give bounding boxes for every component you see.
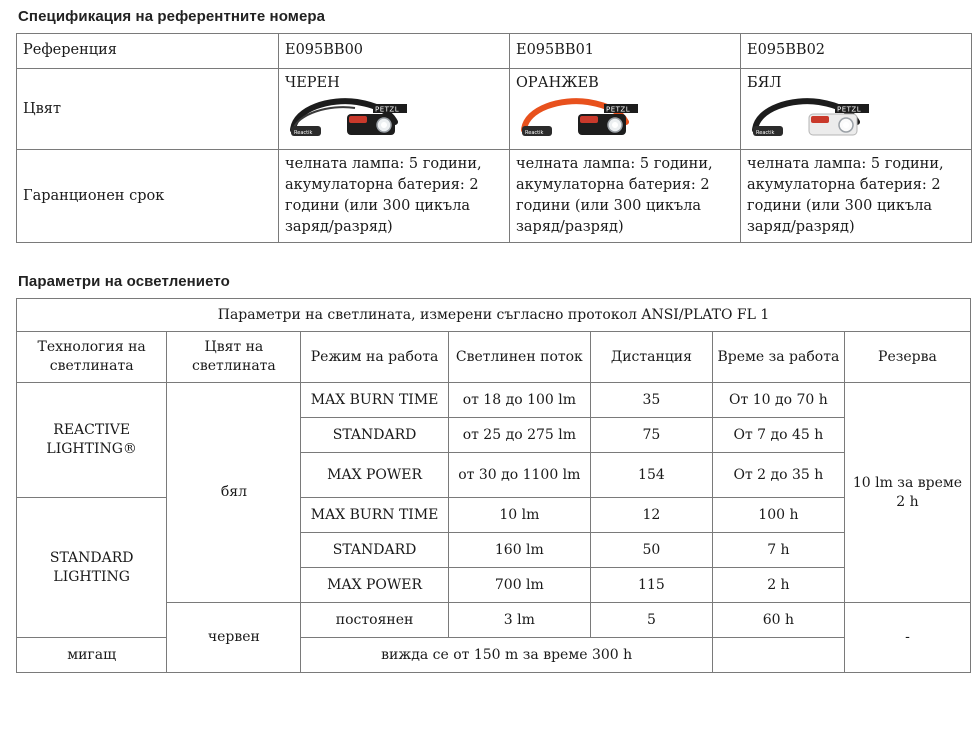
color-cell-orange bbox=[510, 69, 741, 150]
distance-cell: 154 bbox=[590, 453, 712, 498]
distance-cell: 12 bbox=[590, 498, 712, 533]
lighting-section bbox=[16, 273, 971, 673]
flux-cell: от 18 до 100 lm bbox=[448, 383, 590, 418]
table-row bbox=[17, 383, 971, 418]
color-name-orange: ОРАНЖЕВ bbox=[516, 75, 599, 91]
tech-reactive-lighting: REACTIVE LIGHTING® bbox=[17, 383, 167, 498]
light-color-white: бял bbox=[167, 383, 301, 603]
color-name-white: БЯЛ bbox=[747, 75, 782, 91]
flux-cell: 3 lm bbox=[448, 603, 590, 638]
table-row bbox=[17, 34, 972, 69]
reference-value-3: E095BB02 bbox=[741, 34, 972, 69]
color-cell-black bbox=[279, 69, 510, 150]
table-row bbox=[17, 150, 972, 243]
column-header-runtime: Време за работа bbox=[712, 332, 844, 383]
column-header-reserve: Резерва bbox=[844, 332, 970, 383]
reference-specification-table bbox=[16, 33, 972, 243]
svg-text:Reactik: Reactik bbox=[756, 130, 775, 137]
color-label: Цвят bbox=[17, 69, 279, 150]
table-row bbox=[17, 498, 971, 533]
distance-cell: 35 bbox=[590, 383, 712, 418]
blinking-visibility-text: вижда се от 150 m за време 300 h bbox=[301, 638, 712, 673]
warranty-label: Гаранционен срок bbox=[17, 150, 279, 243]
column-header-distance: Дистанция bbox=[590, 332, 712, 383]
ansi-protocol-header: Параметри на светлината, измерени съгласно протокол ANSI/PLATO FL 1 bbox=[17, 299, 971, 332]
mode-cell-blinking: мигащ bbox=[17, 638, 167, 673]
reserve-red: - bbox=[844, 603, 970, 673]
warranty-value-3: челната лампа: 5 години, акумулаторна батерия: 2 години (или 300 цикъла заряд/разряд) bbox=[741, 150, 972, 243]
light-color-red: червен bbox=[167, 603, 301, 673]
warranty-value-2: челната лампа: 5 години, акумулаторна батерия: 2 години (или 300 цикъла заряд/разряд) bbox=[510, 150, 741, 243]
mode-cell: MAX POWER bbox=[301, 568, 448, 603]
table-row bbox=[17, 332, 971, 383]
flux-cell: 10 lm bbox=[448, 498, 590, 533]
reference-value-1: E095BB00 bbox=[279, 34, 510, 69]
svg-text:PETZL: PETZL bbox=[375, 105, 400, 114]
reference-value-2: E095BB01 bbox=[510, 34, 741, 69]
headlamp-image-black bbox=[285, 96, 503, 145]
flux-cell: 160 lm bbox=[448, 533, 590, 568]
column-header-light-color: Цвят на светлината bbox=[167, 332, 301, 383]
svg-text:PETZL: PETZL bbox=[837, 105, 862, 114]
warranty-value-1: челната лампа: 5 години, акумулаторна батерия: 2 години (или 300 цикъла заряд/разряд) bbox=[279, 150, 510, 243]
column-header-technology: Технология на светлината bbox=[17, 332, 167, 383]
flux-cell: от 25 до 275 lm bbox=[448, 418, 590, 453]
headlamp-image-orange bbox=[516, 96, 734, 145]
lighting-parameters-table bbox=[16, 298, 971, 673]
color-cell-white bbox=[741, 69, 972, 150]
runtime-cell: 60 h bbox=[712, 603, 844, 638]
column-header-flux: Светлинен поток bbox=[448, 332, 590, 383]
runtime-cell: От 10 до 70 h bbox=[712, 383, 844, 418]
reference-label: Референция bbox=[17, 34, 279, 69]
table-row bbox=[17, 299, 971, 332]
svg-text:Reactik: Reactik bbox=[525, 130, 544, 137]
color-name-black: ЧЕРЕН bbox=[285, 75, 340, 91]
runtime-cell: 2 h bbox=[712, 568, 844, 603]
table-row bbox=[17, 69, 972, 150]
tech-standard-lighting: STANDARD LIGHTING bbox=[17, 498, 167, 638]
reserve-white: 10 lm за време 2 h bbox=[844, 383, 970, 603]
flux-cell: 700 lm bbox=[448, 568, 590, 603]
runtime-cell: 100 h bbox=[712, 498, 844, 533]
distance-cell: 5 bbox=[590, 603, 712, 638]
svg-text:PETZL: PETZL bbox=[606, 105, 631, 114]
table-row bbox=[17, 638, 971, 673]
distance-cell: 50 bbox=[590, 533, 712, 568]
svg-text:Reactik: Reactik bbox=[294, 130, 313, 137]
headlamp-image-white bbox=[747, 96, 965, 145]
flux-cell: от 30 до 1100 lm bbox=[448, 453, 590, 498]
mode-cell: постоянен bbox=[301, 603, 448, 638]
page-title-lighting: Параметри на осветлението bbox=[18, 273, 230, 291]
distance-cell: 115 bbox=[590, 568, 712, 603]
column-header-mode: Режим на работа bbox=[301, 332, 448, 383]
page-title-references: Спецификация на референтните номера bbox=[18, 8, 326, 25]
mode-cell: STANDARD bbox=[301, 418, 448, 453]
runtime-cell: От 7 до 45 h bbox=[712, 418, 844, 453]
mode-cell: MAX BURN TIME bbox=[301, 498, 448, 533]
mode-cell: MAX POWER bbox=[301, 453, 448, 498]
distance-cell: 75 bbox=[590, 418, 712, 453]
mode-cell: STANDARD bbox=[301, 533, 448, 568]
runtime-cell: От 2 до 35 h bbox=[712, 453, 844, 498]
mode-cell: MAX BURN TIME bbox=[301, 383, 448, 418]
runtime-cell: 7 h bbox=[712, 533, 844, 568]
